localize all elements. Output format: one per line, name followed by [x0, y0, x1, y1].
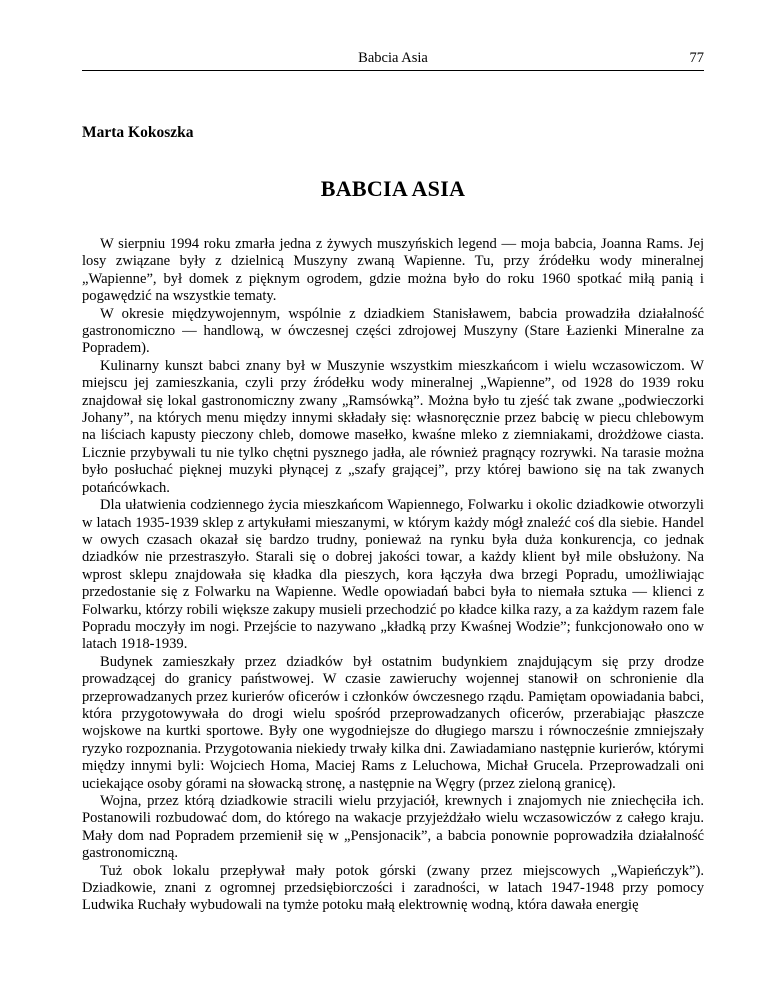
page-number: 77: [689, 50, 704, 66]
author-name: Marta Kokoszka: [82, 124, 194, 141]
paragraph: W sierpniu 1994 roku zmarła jedna z żywych muszyńskich legend — moja babcia, Joanna Rams. Jej losy związane były z dzielnicą Muszyny zwaną Wapienne. Tu, przy źródełku wody mineralnej „Wapienne”, był domek z pięknym ogrodem, gdzie można było do roku 1960 spotkać miłą panią i pogawędzić na wszystkie tematy.: [82, 236, 704, 305]
article-body: [82, 236, 704, 915]
paragraph: Tuż obok lokalu przepływał mały potok górski (zwany przez miejscowych „Wapieńczyk”). Dziadkowie, znani z ogromnej przedsiębiorczości i zaradności, w latach 1947-1948 przy pomocy Ludwika Ruchały wybudowali na tymże potoku małą elektrownię wodną, która dawała energię: [82, 862, 704, 914]
paragraph: Budynek zamieszkały przez dziadków był ostatnim budynkiem znajdującym się przy drodze prowadzącej do granicy państwowej. W czasie zawieruchy wojennej stanowił on schronienie dla przeprowadzanych przez kurierów oficerów i członków ówczesnego rządu. Pamiętam opowiadania babci, która przygotowywała do drogi wielu spośród przeprowadzanych oficerów, przerabiając płaszcze wojskowe na kurtki sportowe. Były one wygodniejsze do długiego marszu i równocześnie zmniejszały ryzyko rozpoznania. Przygotowania niekiedy trwały kilka dni. Zawiadamiano następnie kurierów, którymi między innymi byli: Wojciech Homa, Maciej Rams z Leluchowa, Michał Grucela. Przeprowadzali oni uciekające osoby górami na słowacką stronę, a następnie na Węgry (przez zieloną granicę).: [82, 653, 704, 792]
paragraph: Wojna, przez którą dziadkowie stracili wielu przyjaciół, krewnych i znajomych nie zniechęciła ich. Postanowili rozbudować dom, do którego na wakacje przyjeżdżało wielu wczasowiczów z całego kraju. Mały dom nad Popradem przemienił się w „Pensjonacik”, a babcia ponownie poprowadziła działalność gastronomiczną.: [82, 793, 704, 862]
paragraph: Dla ułatwienia codziennego życia mieszkańcom Wapiennego, Folwarku i okolic dziadkowie otworzyli w latach 1935-1939 sklep z artykułami mieszanymi, w którym każdy mógł znaleźć coś dla siebie. Handel w owych czasach okazał się bardzo trudny, ponieważ na rynku była duża konkurencja, co jednak dziadków nie przestraszyło. Starali się o dobrej jakości towar, a każdy klient był mile obsłużony. Na wprost sklepu znajdowała się kładka dla pieszych, kora łączyła dwa brzegi Popradu, umożliwiając przedostanie się z Folwarku na Wapienne. Wedle opowiadań babci była to niemała sztuka — klienci z Folwarku, którzy robili większe zakupy musieli przechodzić po kładce kilka razy, a za każdym razem fale Popradu moczyły im nogi. Przejście to nazywano „kładką przy Kwaśnej Wodzie”; funkcjonowało ono w latach 1918-1939.: [82, 497, 704, 653]
paragraph: W okresie międzywojennym, wspólnie z dziadkiem Stanisławem, babcia prowadziła działalność gastronomiczno — handlową, w ówczesnej części zdrojowej Muszyny (Stare Łazienki Mineralne za Popradem).: [82, 305, 704, 357]
article-title: BABCIA ASIA: [320, 176, 466, 201]
paragraph: Kulinarny kunszt babci znany był w Muszynie wszystkim mieszkańcom i wielu wczasowiczom. W miejscu jej zamieszkania, czyli przy źródełku wody mineralnej „Wapienne”, od 1928 do 1939 roku znajdował się lokal gastronomiczny zwany „Ramsówką”. Można było tu zjeść tak zwane „podwieczorki Johany”, na których menu między innymi składały się: własnoręcznie przez babcię w piecu chlebowym na liściach kapusty pieczony chleb, domowe masełko, kwaśne mleko z ziemniakami, drożdżowe ciasta. Licznie przybywali tu nie tylko chętni pysznego jadła, ale również pragnący rozrywki. Na tarasie można było posłuchać pięknej muzyki płynącej z „szafy grającej”, przy której bawiono się na tak zwanych potańcówkach.: [82, 357, 704, 496]
running-header: [82, 44, 704, 71]
running-title: Babcia Asia: [358, 50, 428, 66]
